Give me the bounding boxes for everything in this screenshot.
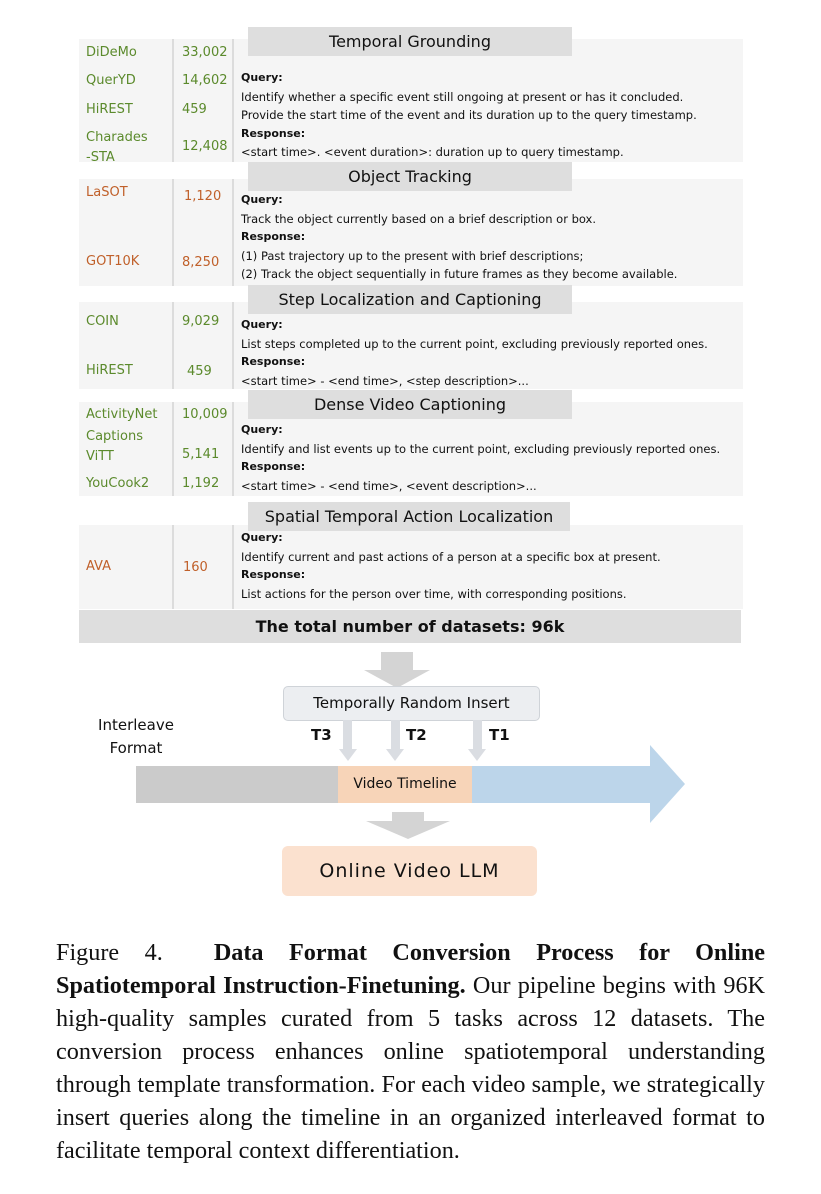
dataset-count: 9,029: [182, 314, 220, 329]
divider: [172, 302, 174, 389]
interleave-line: Format: [109, 739, 163, 757]
dataset-name: ViTT: [86, 449, 114, 464]
dataset-name: YouCook2: [86, 476, 150, 491]
response-line: List actions for the person over time, with corresponding positions.: [241, 586, 627, 601]
down-arrow-icon: [366, 821, 450, 839]
query-label: Query:: [241, 193, 283, 206]
insert-arrow-icon: [386, 749, 404, 761]
response-label: Response:: [241, 568, 306, 581]
response-line: (1) Past trajectory up to the present with brief descriptions;: [241, 248, 584, 263]
section-stal: [79, 525, 743, 609]
caption-prefix: Figure 4.: [56, 939, 163, 966]
section-title: Dense Video Captioning: [248, 390, 572, 419]
dataset-count: 459: [187, 364, 212, 379]
dataset-name: ActivityNet: [86, 407, 158, 422]
dataset-count: 5,141: [182, 447, 220, 462]
dataset-count: 459: [182, 102, 207, 117]
timeline-future: [471, 766, 651, 803]
divider: [172, 525, 174, 609]
dataset-name: AVA: [86, 559, 112, 574]
divider: [232, 525, 234, 609]
query-line: Track the object currently based on a brief description or box.: [241, 211, 597, 226]
arrow-stem: [381, 652, 413, 672]
section-title: Temporal Grounding: [248, 27, 572, 56]
interleave-format-label: [96, 714, 176, 760]
dataset-name: DiDeMo: [86, 45, 137, 60]
interleave-line: Interleave: [98, 716, 174, 734]
dataset-name: LaSOT: [86, 185, 128, 200]
total-datasets: The total number of datasets: 96k: [79, 610, 741, 643]
query-label: Query:: [241, 71, 283, 84]
divider: [232, 179, 234, 286]
section-step-localization: [79, 302, 743, 389]
response-label: Response:: [241, 230, 306, 243]
query-line: Provide the start time of the event and its duration up to the query timestamp.: [241, 108, 697, 122]
dataset-name: HiREST: [86, 102, 133, 117]
timeline-past: [136, 766, 341, 803]
divider: [232, 402, 234, 496]
dataset-count: 14,602: [182, 73, 228, 88]
figure-caption: [56, 936, 765, 1167]
insert-arrow-stem: [391, 720, 400, 750]
response-line: <start time>. <event duration>: duration up to query timestamp.: [241, 145, 624, 159]
video-timeline: Video Timeline: [338, 766, 472, 803]
dataset-name: QuerYD: [86, 73, 136, 88]
query-line: Identify current and past actions of a person at a specific box at present.: [241, 549, 661, 564]
timeline-arrow-icon: [650, 745, 685, 823]
online-video-llm: Online Video LLM: [282, 846, 537, 896]
insert-box: Temporally Random Insert: [283, 686, 540, 721]
query-line: Identify and list events up to the current point, excluding previously reported ones.: [241, 441, 721, 456]
dataset-count: 33,002: [182, 45, 228, 60]
query-label: Query:: [241, 423, 283, 436]
dataset-count: 1,120: [184, 189, 222, 204]
divider: [172, 39, 174, 162]
query-line: Identify whether a specific event still ongoing at present or has it concluded.: [241, 89, 684, 104]
query-response: [241, 191, 735, 284]
dataset-name: Charades: [86, 130, 148, 145]
dataset-count: 1,192: [182, 476, 220, 491]
dataset-name: Captions: [86, 429, 143, 444]
section-title: Object Tracking: [248, 162, 572, 191]
query-line: List steps completed up to the current point, excluding previously reported ones.: [241, 336, 708, 351]
divider: [232, 302, 234, 389]
insert-arrow-stem: [343, 720, 352, 750]
dataset-name: COIN: [86, 314, 119, 329]
query-response: [241, 421, 735, 495]
response-label: Response:: [241, 126, 306, 140]
dataset-name: -STA: [86, 150, 115, 165]
insert-arrow-icon: [468, 749, 486, 761]
t-label: T3: [311, 726, 332, 744]
dataset-name: HiREST: [86, 363, 133, 378]
query-response: [241, 316, 735, 390]
response-label: Response:: [241, 460, 306, 473]
dataset-count: 160: [183, 560, 208, 575]
caption-body: Our pipeline begins with 96K high-quality samples curated from 5 tasks across 12 datasets. The conversion process enhances online spatiotemporal understanding through template transformation. For each video sample, we strategically insert queries along the timeline in an organized interleaved format to facilitate temporal context differentiation.: [56, 972, 766, 1164]
divider: [172, 402, 174, 496]
dataset-name: GOT10K: [86, 254, 140, 269]
t-label: T2: [406, 726, 427, 744]
query-label: Query:: [241, 531, 283, 544]
response-line: (2) Track the object sequentially in future frames as they become available.: [241, 267, 678, 281]
dataset-count: 10,009: [182, 407, 228, 422]
query-response: [241, 529, 735, 603]
section-temporal-grounding: [79, 39, 743, 165]
insert-arrow-icon: [339, 749, 357, 761]
insert-arrow-stem: [473, 720, 482, 750]
t-label: T1: [489, 726, 510, 744]
dataset-count: 8,250: [182, 255, 220, 270]
response-label: Response:: [241, 355, 306, 368]
query-label: Query:: [241, 318, 283, 331]
response-line: <start time> - <end time>, <event description>...: [241, 478, 537, 493]
divider: [172, 179, 174, 286]
divider: [232, 39, 234, 162]
query-response: [241, 69, 735, 162]
response-line: <start time> - <end time>, <step description>...: [241, 373, 529, 388]
section-object-tracking: [79, 179, 743, 286]
dataset-count: 12,408: [182, 139, 228, 154]
caption-title: Data Format Conversion Process for Online Spatiotemporal Instruction-Finetuning.: [56, 939, 766, 999]
section-title: Step Localization and Captioning: [248, 285, 572, 314]
section-title: Spatial Temporal Action Localization: [248, 502, 570, 531]
